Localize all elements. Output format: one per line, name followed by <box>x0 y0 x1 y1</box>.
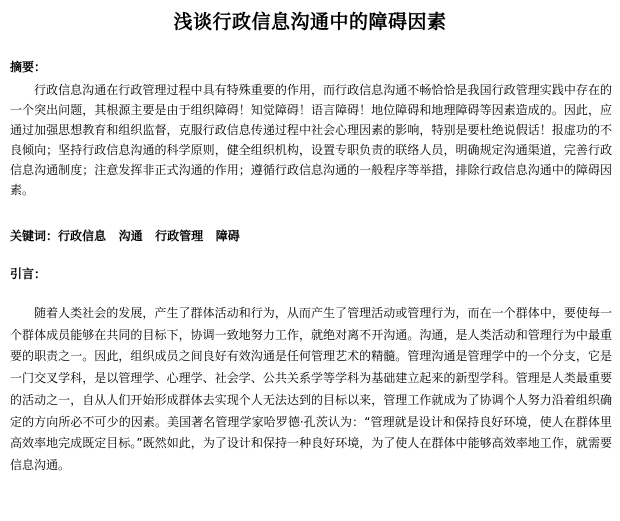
keywords-label: 关键词： <box>10 229 59 243</box>
intro-text: 随着人类社会的发展，产生了群体活动和行为，从而产生了管理活动或管理行为，而在一个群体中，要使每一个群体成员能够在共同的目标下，协调一致地努力工作，就绝对离不开沟通。沟通，是人类活动和管理行为中最重要的职责之一。因此，组织成员之间良好有效沟通是任何管理艺术的精髓。管理沟通是管理学中的一个分支，它是一门交叉学科，是以管理学、心理学、社会学、公共关系学等学科为基础建立起来的新型学科。管理是人类最重要的活动之一，自从人们开始形成群体去实现个人无法达到的目标以来，管理工作就成为了协调个人努力沿着组织确定的方向所必不可少的因素。美国著名管理学家哈罗德·孔茨认为：“管理就是设计和保持良好环境，使人在群体里高效率地完成既定目标。”既然如此，为了设计和保持一种良好环境，为了使人在群体中能够高效率地工作，就需要信息沟通。 <box>10 306 612 472</box>
keyword-item: 障碍 <box>215 229 240 243</box>
keyword-item: 行政信息 <box>58 229 107 243</box>
keyword-item: 沟通 <box>118 229 143 243</box>
abstract-text: 行政信息沟通在行政管理过程中具有特殊重要的作用，而行政信息沟通不畅恰恰是我国行政管理实践中存在的一个突出问题，其根源主要是由于组织障碍！知觉障碍！语言障碍！地位障碍和地理障碍等因素造成的。因此，应通过加强思想教育和组织监督，克服行政信息传递过程中社会心理因素的影响，特别是要杜绝说假话！报虚功的不良倾向；坚持行政信息沟通的科学原则，健全组织机构，设置专职负责的联络人员，明确规定沟通渠道，完善行政信息沟通制度；注意发挥非正式沟通的作用；遵循行政信息沟通的一般程序等举措，排除行政信息沟通中的障碍因素。 <box>10 83 612 197</box>
keyword-item: 行政管理 <box>155 229 204 243</box>
abstract-heading: 摘要： <box>10 60 47 74</box>
keywords-line <box>10 228 240 244</box>
document-title: 浅谈行政信息沟通中的障碍因素 <box>173 11 447 33</box>
intro-heading: 引言： <box>10 267 47 281</box>
